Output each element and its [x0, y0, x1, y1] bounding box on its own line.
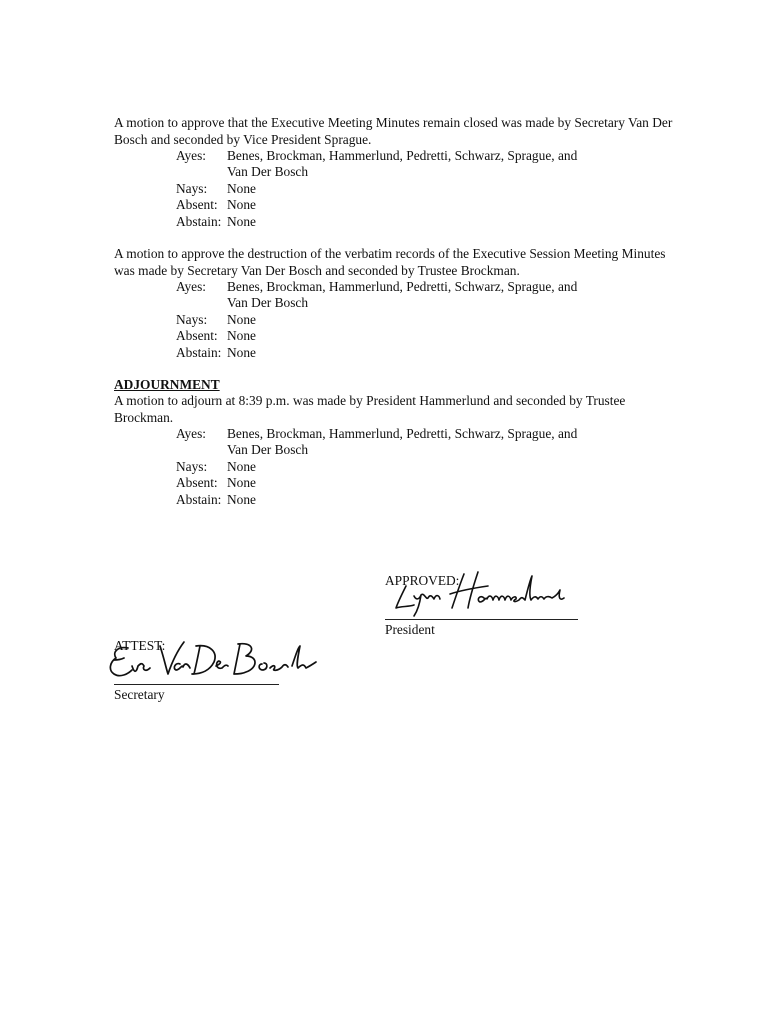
vote-label: Nays: [176, 458, 208, 474]
vote-label: Abstain: [176, 491, 222, 507]
vote-row-absent [176, 328, 627, 344]
president-title: President [385, 622, 435, 637]
vote-value-continued: Van Der Bosch [227, 295, 309, 311]
vote-row-ayes-cont [176, 164, 627, 180]
vote-row-abstain [176, 214, 627, 230]
vote-label: Ayes: [176, 426, 207, 441]
vote-row-ayes [176, 426, 627, 442]
vote-value: None [227, 328, 257, 344]
attest-label: ATTEST: [114, 638, 166, 653]
vote-row-nays [176, 459, 627, 475]
vote-value: None [227, 180, 257, 196]
vote-label: Nays: [176, 180, 208, 196]
vote-label: Abstain: [176, 344, 222, 360]
vote-label: Abstain: [176, 213, 222, 229]
vote-row-abstain [176, 492, 627, 508]
vote-row-absent [176, 197, 627, 213]
vote-value: None [227, 491, 257, 507]
vote-label: Absent: [176, 328, 218, 344]
adjournment-text: A motion to adjourn at 8:39 p.m. was made by President Hammerlund and seconded by Trustee Brockman. [114, 393, 626, 425]
president-signature [392, 568, 582, 618]
adjournment-heading: ADJOURNMENT [114, 377, 220, 392]
vote-value: None [227, 458, 257, 474]
president-signature-line [385, 619, 578, 620]
vote-row-ayes [176, 279, 627, 295]
vote-value: Benes, Brockman, Hammerlund, Pedretti, Schwarz, Sprague, and [227, 426, 578, 441]
vote-value: None [227, 475, 257, 491]
vote-value: None [227, 197, 257, 213]
vote-label: Ayes: [176, 148, 207, 163]
motion-2-votes [176, 279, 627, 361]
vote-value: None [227, 311, 257, 327]
vote-label: Absent: [176, 197, 218, 213]
vote-value: Benes, Brockman, Hammerlund, Pedretti, Schwarz, Sprague, and [227, 148, 578, 163]
vote-row-nays [176, 312, 627, 328]
vote-value-continued: Van Der Bosch [227, 164, 309, 180]
vote-row-nays [176, 181, 627, 197]
vote-row-abstain [176, 345, 627, 361]
vote-row-absent [176, 475, 627, 491]
motion-1-votes [176, 148, 627, 230]
approved-label: APPROVED: [385, 573, 460, 588]
vote-row-ayes-cont [176, 442, 627, 458]
motion-2-text: A motion to approve the destruction of the verbatim records of the Executive Session Meeting Minutes was made by Secretary Van Der Bosch and seconded by Trustee Brockman. [114, 246, 666, 278]
vote-value: None [227, 344, 257, 360]
secretary-title: Secretary [114, 687, 165, 702]
motion-1-text: A motion to approve that the Executive Meeting Minutes remain closed was made by Secretary Van Der Bosch and seconded by Vice President Sprague. [114, 115, 673, 147]
vote-value: None [227, 213, 257, 229]
adjournment-votes [176, 426, 627, 508]
secretary-signature [106, 636, 318, 684]
vote-label: Nays: [176, 311, 208, 327]
vote-value-continued: Van Der Bosch [227, 442, 309, 458]
vote-row-ayes-cont [176, 295, 627, 311]
vote-label: Absent: [176, 475, 218, 491]
secretary-signature-line [114, 684, 279, 685]
vote-label: Ayes: [176, 279, 207, 294]
vote-row-ayes [176, 148, 627, 164]
vote-value: Benes, Brockman, Hammerlund, Pedretti, Schwarz, Sprague, and [227, 279, 578, 294]
